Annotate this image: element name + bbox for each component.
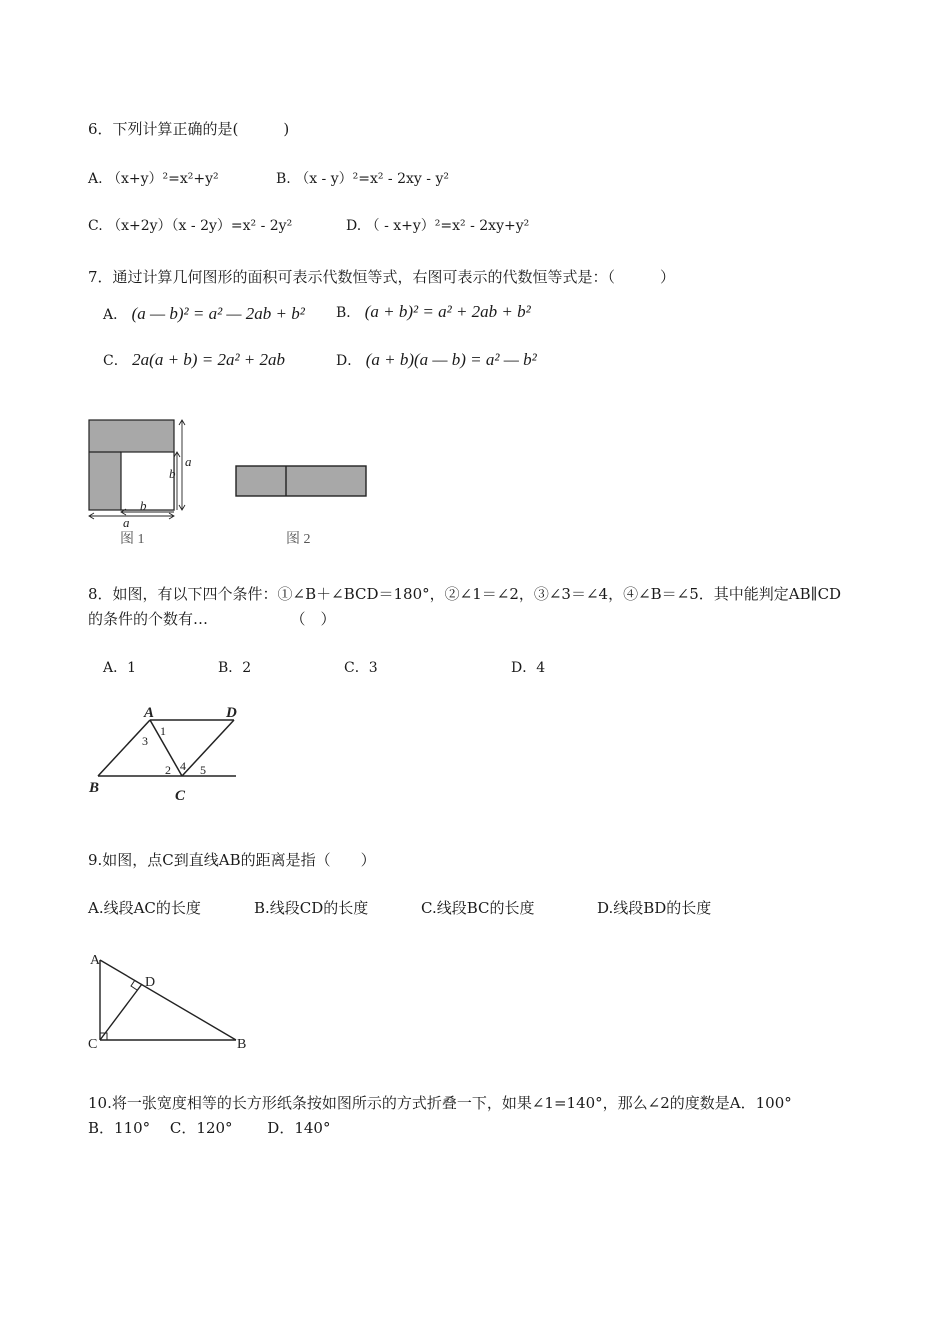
q10-line1: 10.将一张宽度相等的长方形纸条按如图所示的方式折叠一下，如果∠1=140°，那么∠2的度数是A．100°: [88, 1094, 792, 1112]
q6-option-b: B. （x - y）²=x² - 2xy - y²: [276, 171, 449, 187]
q8-stem-line2: 的条件的个数有… （ ）: [88, 610, 336, 628]
q9-stem: 9.如图，点C到直线AB的距离是指（ ）: [88, 851, 376, 869]
q7-option-c-expr: 2a(a + b) = 2a² + 2ab: [132, 350, 286, 369]
q7-option-c: [103, 350, 285, 370]
q8-option-a: A．1: [103, 660, 137, 676]
q9-option-c: C.线段BC的长度: [421, 899, 535, 917]
q8-angle-3: 3: [142, 734, 148, 748]
q9-right-angle-marks: [100, 980, 137, 1040]
q8-option-b: B．2: [218, 660, 252, 676]
q8-option-c: C．3: [344, 660, 378, 676]
fig2-caption: 图 2: [286, 532, 311, 547]
fig1-label-b-right: b: [169, 466, 176, 481]
fig1-caption: 图 1: [120, 532, 145, 547]
q9-option-a: A.线段AC的长度: [88, 899, 201, 917]
q6-option-d: D. （ - x+y）²=x² - 2xy+y²: [346, 218, 530, 234]
q7-option-d-expr: (a + b)(a — b) = a² — b²: [365, 350, 537, 369]
q9-label-A: A: [90, 953, 101, 968]
q7-option-c-letter: C．: [103, 353, 128, 369]
q9-label-C: C: [88, 1037, 98, 1052]
q8-figure: [84, 700, 254, 810]
q7-figure: [80, 412, 390, 552]
q8-angle-2: 2: [165, 763, 171, 777]
q9-label-D: D: [145, 975, 156, 990]
q8-label-C: C: [175, 788, 186, 804]
fig2-rectangle: [236, 466, 366, 496]
fig1-dimension-right: [174, 420, 185, 510]
q7-option-a-expr: (a — b)² = a² — 2ab + b²: [131, 304, 305, 323]
fig1-square: [89, 420, 174, 510]
q9-option-b: B.线段CD的长度: [254, 899, 369, 917]
q7-option-b: [336, 302, 531, 322]
q8-angle-1: 1: [160, 724, 166, 738]
q8-label-A: A: [144, 705, 155, 721]
q9-figure: [82, 948, 262, 1058]
q7-option-d-letter: D．: [336, 353, 362, 369]
q7-option-d: [336, 350, 537, 370]
q6-stem: 6．下列计算正确的是( ): [88, 120, 290, 138]
fig1-label-a-bottom: a: [123, 515, 130, 530]
fig1-label-b-bottom: b: [140, 498, 147, 513]
q9-label-B: B: [237, 1037, 247, 1052]
q8-option-d: D．4: [511, 660, 546, 676]
q9-triangle-lines: [100, 960, 236, 1040]
q6-option-c: C. （x+2y）（x - 2y）=x² - 2y²: [88, 218, 293, 234]
q7-option-a: [103, 304, 305, 324]
fig1-label-a-right: a: [185, 454, 192, 469]
q8-angle-4: 4: [180, 759, 186, 773]
q8-label-D: D: [226, 705, 237, 721]
q10-line2: B．110° C．120° D．140°: [88, 1119, 331, 1137]
q8-label-B: B: [89, 780, 100, 796]
q6-option-a: A. （x+y）²=x²+y²: [88, 171, 219, 187]
q8-angle-5: 5: [200, 763, 206, 777]
q7-option-a-letter: A．: [103, 307, 128, 323]
q7-option-b-expr: (a + b)² = a² + 2ab + b²: [364, 302, 531, 321]
q8-stem-line1: 8．如图，有以下四个条件：①∠B＋∠BCD＝180°，②∠1＝∠2，③∠3＝∠4，④∠B＝∠5．其中能判定AB∥CD: [88, 585, 842, 603]
q7-option-b-letter: B．: [336, 305, 361, 321]
q7-stem: 7．通过计算几何图形的面积可表示代数恒等式，右图可表示的代数恒等式是：（ ）: [88, 268, 676, 286]
q9-option-d: D.线段BD的长度: [597, 899, 712, 917]
